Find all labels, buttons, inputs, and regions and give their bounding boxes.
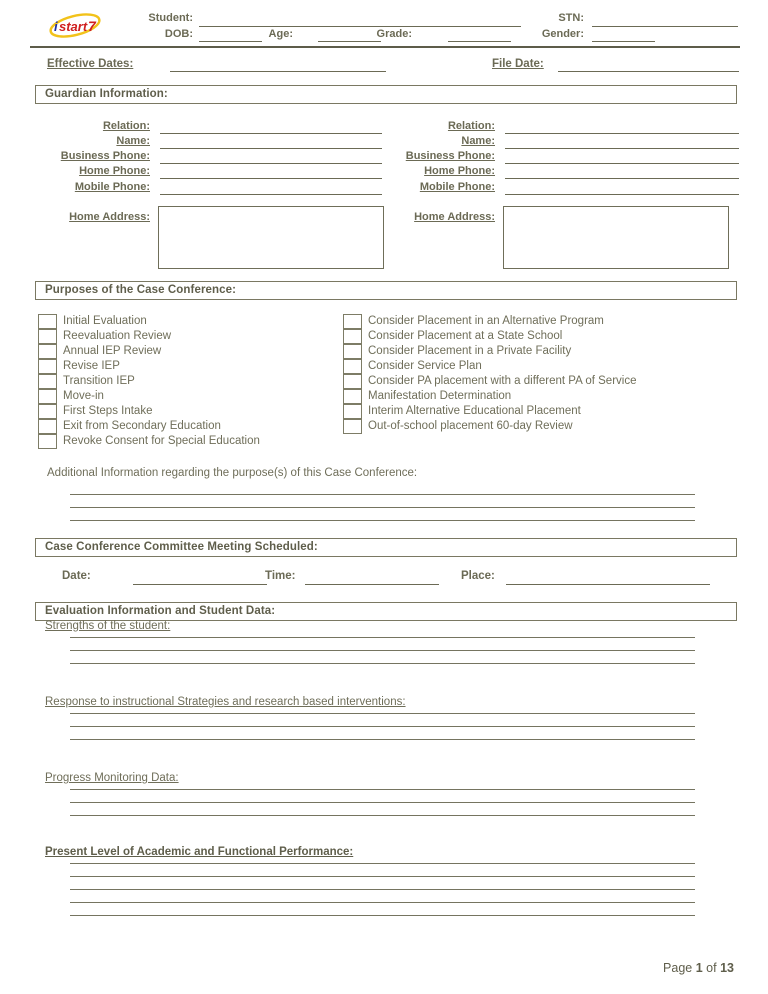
purpose-label-left-0: Initial Evaluation [63, 315, 147, 327]
purpose-label-right-1: Consider Placement at a State School [368, 330, 563, 342]
stn-input[interactable] [592, 26, 738, 27]
guardian1-name-input[interactable] [160, 148, 382, 149]
evaluation-section-header [35, 602, 737, 621]
additional-info-label: Additional Information regarding the purpose(s) of this Case Conference: [47, 467, 418, 479]
guardian2-home-address-input[interactable] [503, 206, 729, 269]
eval-write-line-3-4[interactable] [70, 915, 695, 916]
guardian2-name-label: Name: [461, 135, 495, 147]
eval-write-line-2-2[interactable] [70, 815, 695, 816]
eval-write-line-0-0[interactable] [70, 637, 695, 638]
meeting-date-input[interactable] [133, 584, 267, 585]
eval-write-line-2-1[interactable] [70, 802, 695, 803]
guardian1-name-label: Name: [116, 135, 150, 147]
purpose-checkbox-left-2[interactable] [38, 344, 57, 359]
svg-text:start: start [59, 19, 88, 34]
effective-dates-input[interactable] [170, 71, 386, 72]
eval-write-line-1-1[interactable] [70, 726, 695, 727]
meeting-time-label: Time: [265, 570, 296, 582]
svg-text:7: 7 [88, 18, 96, 34]
purpose-checkbox-right-4[interactable] [343, 374, 362, 389]
gender-label: Gender: [541, 28, 584, 40]
purposes-title: Purposes of the Case Conference: [45, 284, 237, 296]
evaluation-title: Evaluation Information and Student Data: [45, 605, 276, 617]
file-date-input[interactable] [558, 71, 739, 72]
purpose-label-left-1: Reevaluation Review [63, 330, 172, 342]
purpose-label-right-2: Consider Placement in a Private Facility [368, 345, 572, 357]
meeting-place-label: Place: [461, 570, 495, 582]
purpose-label-left-2: Annual IEP Review [63, 345, 162, 357]
guardian1-business-phone-input[interactable] [160, 163, 382, 164]
footer-page-number: 1 [695, 961, 703, 975]
purpose-checkbox-right-3[interactable] [343, 359, 362, 374]
eval-subsection-heading-0: Strengths of the student: [45, 620, 171, 632]
purpose-checkbox-right-1[interactable] [343, 329, 362, 344]
eval-subsection-heading-3: Present Level of Academic and Functional Performance: [45, 846, 354, 858]
purpose-label-right-3: Consider Service Plan [368, 360, 482, 372]
purpose-label-left-4: Transition IEP [63, 375, 135, 387]
purpose-label-right-6: Interim Alternative Educational Placement [368, 405, 581, 417]
guardian2-relation-input[interactable] [505, 133, 739, 134]
gender-input[interactable] [592, 41, 655, 42]
age-label: Age: [268, 28, 293, 40]
grade-input[interactable] [448, 41, 511, 42]
student-label: Student: [148, 12, 193, 24]
eval-write-line-0-2[interactable] [70, 663, 695, 664]
eval-write-line-3-3[interactable] [70, 902, 695, 903]
purpose-label-left-3: Revise IEP [63, 360, 120, 372]
guardian2-mobile-phone-input[interactable] [505, 194, 739, 195]
guardian1-business-phone-label: Business Phone: [60, 150, 150, 162]
meeting-title: Case Conference Committee Meeting Scheduled: [45, 541, 318, 553]
purpose-checkbox-left-1[interactable] [38, 329, 57, 344]
purpose-checkbox-right-5[interactable] [343, 389, 362, 404]
purpose-checkbox-left-4[interactable] [38, 374, 57, 389]
eval-write-line-3-1[interactable] [70, 876, 695, 877]
footer-page-word: Page [663, 961, 693, 975]
stn-label: STN: [558, 12, 584, 24]
eval-write-line-3-0[interactable] [70, 863, 695, 864]
guardian1-relation-input[interactable] [160, 133, 382, 134]
eval-write-line-2-0[interactable] [70, 789, 695, 790]
purpose-label-right-7: Out-of-school placement 60-day Review [368, 420, 573, 432]
footer-of-word: of [706, 961, 717, 975]
eval-write-line-1-2[interactable] [70, 739, 695, 740]
purpose-label-right-4: Consider PA placement with a different PA of Service [368, 375, 637, 387]
purpose-label-left-7: Exit from Secondary Education [63, 420, 221, 432]
grade-label: Grade: [376, 28, 412, 40]
eval-write-line-3-2[interactable] [70, 889, 695, 890]
eval-write-line-1-0[interactable] [70, 713, 695, 714]
guardian1-mobile-phone-label: Mobile Phone: [74, 181, 150, 193]
guardian1-mobile-phone-input[interactable] [160, 194, 382, 195]
purpose-label-right-0: Consider Placement in an Alternative Program [368, 315, 604, 327]
guardian1-home-phone-input[interactable] [160, 178, 382, 179]
istart7-logo [47, 12, 103, 39]
additional-info-write-line-2[interactable] [70, 520, 695, 521]
footer-total-pages: 13 [720, 961, 734, 975]
purpose-checkbox-right-2[interactable] [343, 344, 362, 359]
guardian2-relation-label: Relation: [447, 120, 495, 132]
dob-input[interactable] [199, 41, 262, 42]
guardian2-home-address-label: Home Address: [414, 211, 495, 223]
page-footer [663, 961, 734, 975]
purpose-checkbox-left-6[interactable] [38, 404, 57, 419]
purpose-label-right-5: Manifestation Determination [368, 390, 512, 402]
guardian2-home-phone-label: Home Phone: [424, 165, 495, 177]
guardian2-mobile-phone-label: Mobile Phone: [419, 181, 495, 193]
purpose-checkbox-left-8[interactable] [38, 434, 57, 449]
purpose-checkbox-right-6[interactable] [343, 404, 362, 419]
effective-dates-label: Effective Dates: [47, 58, 134, 70]
guardian1-home-address-input[interactable] [158, 206, 384, 269]
guardian1-home-phone-label: Home Phone: [79, 165, 150, 177]
purpose-checkbox-left-7[interactable] [38, 419, 57, 434]
guardian2-home-phone-input[interactable] [505, 178, 739, 179]
guardian-information-section-header [35, 85, 737, 104]
guardian1-home-address-label: Home Address: [69, 211, 150, 223]
file-date-label: File Date: [492, 58, 544, 70]
svg-text:i: i [54, 19, 58, 34]
age-input[interactable] [318, 41, 381, 42]
purpose-checkbox-right-7[interactable] [343, 419, 362, 434]
meeting-time-input[interactable] [305, 584, 439, 585]
purpose-label-left-6: First Steps Intake [63, 405, 153, 417]
eval-subsection-heading-2: Progress Monitoring Data: [45, 772, 179, 784]
guardian-information-title: Guardian Information: [45, 88, 168, 100]
eval-subsection-heading-1: Response to instructional Strategies and research based interventions: [45, 696, 406, 708]
meeting-date-label: Date: [62, 570, 91, 582]
purpose-label-left-5: Move-in [63, 390, 104, 402]
purposes-section-header [35, 281, 737, 300]
meeting-place-input[interactable] [506, 584, 710, 585]
purpose-checkbox-left-5[interactable] [38, 389, 57, 404]
guardian2-business-phone-input[interactable] [505, 163, 739, 164]
guardian1-relation-label: Relation: [102, 120, 150, 132]
meeting-section-header [35, 538, 737, 557]
purpose-label-left-8: Revoke Consent for Special Education [63, 435, 260, 447]
guardian2-name-input[interactable] [505, 148, 739, 149]
purpose-checkbox-right-0[interactable] [343, 314, 362, 329]
purpose-checkbox-left-0[interactable] [38, 314, 57, 329]
header-divider [30, 46, 740, 48]
dob-label: DOB: [164, 28, 193, 40]
additional-info-write-line-1[interactable] [70, 507, 695, 508]
additional-info-write-line-0[interactable] [70, 494, 695, 495]
guardian2-business-phone-label: Business Phone: [405, 150, 495, 162]
student-input[interactable] [199, 26, 521, 27]
purpose-checkbox-left-3[interactable] [38, 359, 57, 374]
eval-write-line-0-1[interactable] [70, 650, 695, 651]
